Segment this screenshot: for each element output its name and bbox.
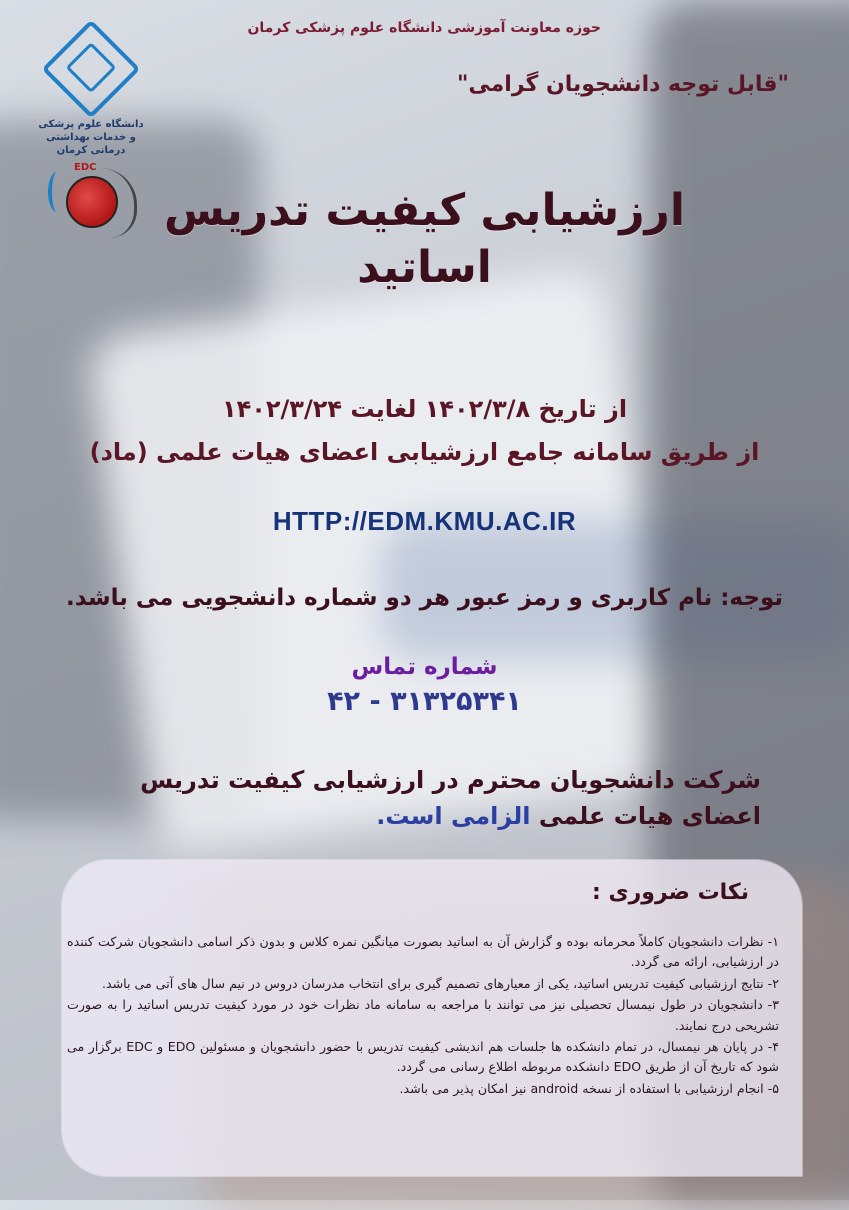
title-line-2: اساتید <box>357 242 492 294</box>
university-logo-text: دانشگاه علوم پزشکی و خدمات بهداشتی درمانی کرمان <box>38 119 144 156</box>
participation-accent: الزامی است. <box>376 802 531 830</box>
list-item: ۴- در پایان هر نیمسال، در تمام دانشکده ها جلسات هم اندیشی کیفیت تدریس با حضور دانشجویان و مسئولین EDO و EDC برگزار می شود که تاریخ آن از طریق EDO دانشکده مربوطه اطلاع رسانی می گردد. <box>67 1038 779 1075</box>
university-logo <box>36 34 146 157</box>
contact-number: ۳۱۳۲۵۳۴۱ - ۴۲ <box>327 686 522 717</box>
department-header: حوزه معاونت آموزشی دانشگاه علوم پزشکی کرمان <box>247 20 601 36</box>
edc-label: EDC <box>74 162 97 173</box>
attention-heading: "قابل توجه دانشجویان گرامی" <box>456 72 789 97</box>
notes-list <box>67 932 779 1100</box>
system-line: از طریق سامانه جامع ارزشیابی اعضای هیات علمی (ماد) <box>89 438 760 466</box>
list-item: ۳- دانشجویان در طول نیمسال تحصیلی نیز می توانند با مراجعه به سامانه ماد نظرات خود در مورد کیفیت تدریس اساتید را به صورت تشریحی درج نمایند. <box>67 997 779 1033</box>
list-item: ۲- نتایج ارزشیابی کیفیت تدریس اساتید، یکی از معیارهای تصمیم گیری برای انتخاب مدرسان دروس در نیم سال های آتی می باشد. <box>101 975 779 991</box>
evaluation-url-link[interactable]: HTTP://EDM.KMU.AC.IR <box>272 506 577 536</box>
notes-title: نکات ضروری : <box>592 880 749 905</box>
list-item: ۱- نظرات دانشجویان کاملاً محرمانه بوده و گزارش آن به اساتید بصورت میانگین نمره کلاس و بدون ذکر اسامی دانشجویان شرکت کننده در ارزشیابی، ارائه می گردد. <box>67 934 779 970</box>
date-range: از تاریخ ۱۴۰۲/۳/۸ لغایت ۱۴۰۲/۳/۲۴ <box>221 395 628 423</box>
title-line-1: ارزشیابی کیفیت تدریس <box>164 185 685 236</box>
participation-text: شرکت دانشجویان محترم در ارزشیابی کیفیت تدریس اعضای هیات علمی <box>140 766 761 830</box>
list-item: ۵- انجام ارزشیابی با استفاده از نسخه android نیز امکان پذیر می باشد. <box>399 1080 779 1096</box>
university-emblem-icon <box>42 20 141 119</box>
page-title <box>0 182 849 296</box>
contact-label: شماره تماس <box>351 654 498 680</box>
credentials-note: توجه: نام کاربری و رمز عبور هر دو شماره دانشجویی می باشد. <box>65 585 783 611</box>
participation-statement <box>71 762 761 834</box>
